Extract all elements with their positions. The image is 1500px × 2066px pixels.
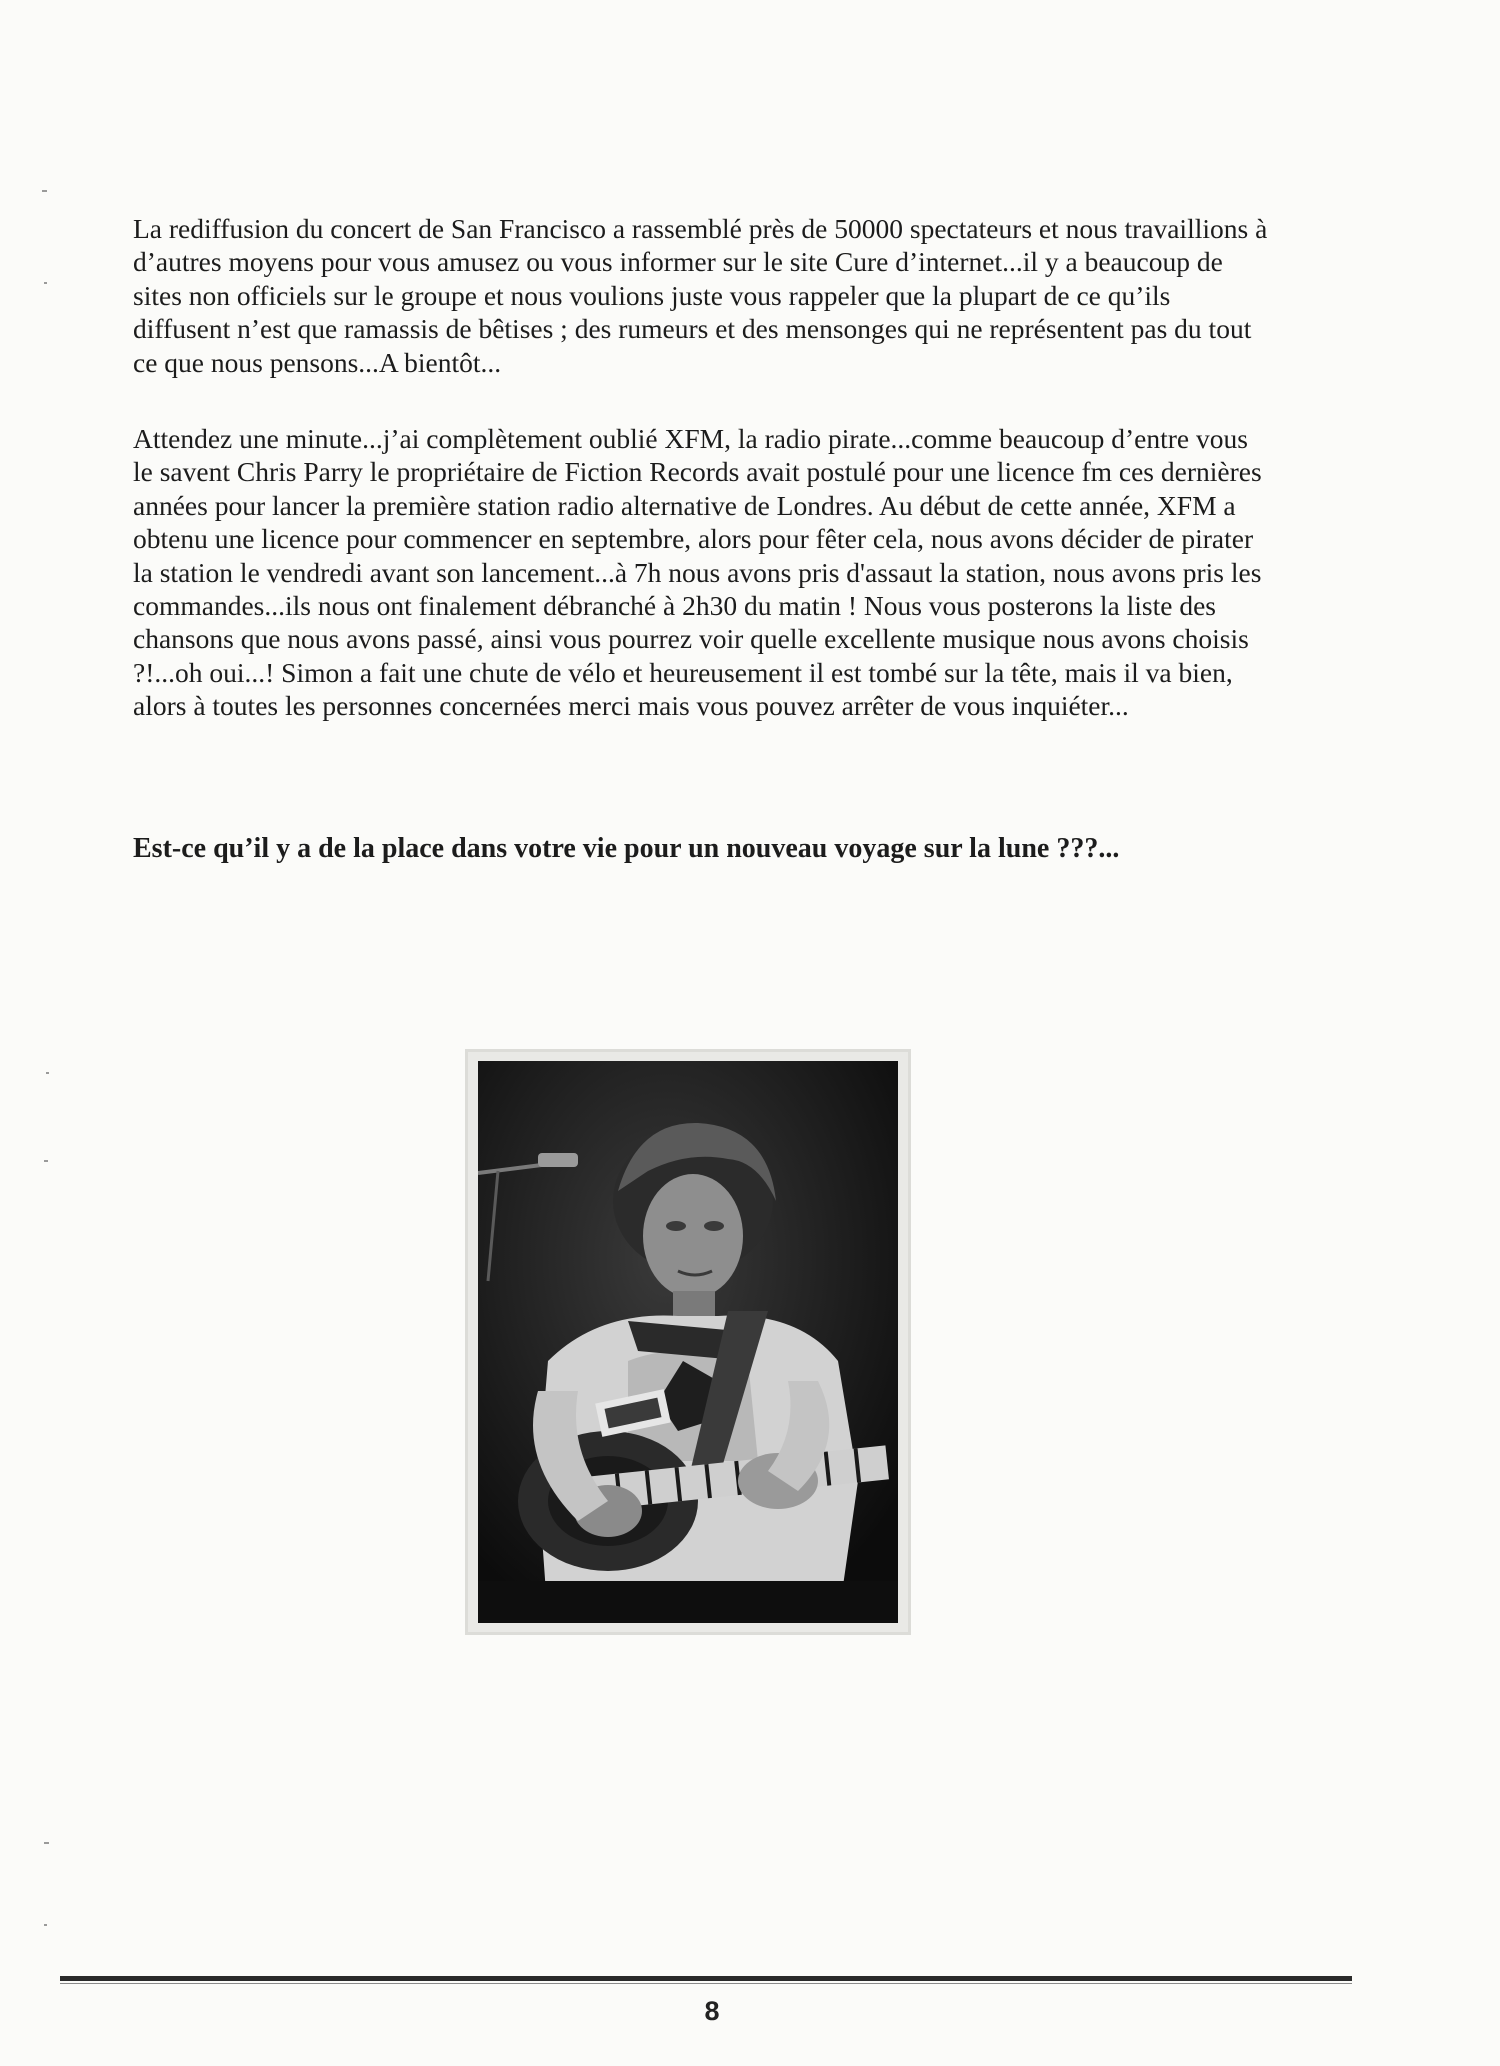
closing-question: Est-ce qu’il y a de la place dans votre vie pour un nouveau voyage sur la lune ???... [133, 833, 1120, 864]
scan-speck [42, 190, 47, 192]
scan-speck [44, 282, 47, 284]
guitarist-illustration [478, 1061, 898, 1623]
guitarist-photo [478, 1061, 898, 1623]
footer-rule-thin [60, 1983, 1352, 1984]
footer-rule [60, 1976, 1352, 1981]
photo-frame [468, 1052, 908, 1632]
scan-speck [44, 1924, 47, 1926]
scan-speck [46, 1072, 49, 1074]
scan-speck [44, 1160, 48, 1162]
page-number: 8 [704, 1996, 720, 2026]
paragraph-xfm: Attendez une minute...j’ai complètement oublié XFM, la radio pirate...comme beaucoup d’entre vous le savent Chris Parry le propriétaire de Fiction Records avait postulé pour une licence fm ces dernières années pour lancer la première station radio alternative de Londres. Au début de cette année, XFM a obtenu une licence pour commencer en septembre, alors pour fêter cela, nous avons décider de pirater la station le vendredi avant son lancement...à 7h nous avons pris d'assaut la station, nous avons pris les commandes...ils nous ont finalement débranché à 2h30 du matin ! Nous vous posterons la liste des chansons que nous avons passé, ainsi vous pourrez voir quelle excellente musique nous avons choisis ?!...oh oui...! Simon a fait une chute de vélo et heureusement il est tombé sur la tête, mais il va bien, alors à toutes les personnes concernées merci mais vous pouvez arrêter de vous inquiéter... [133, 423, 1262, 722]
paragraph-san-francisco: La rediffusion du concert de San Francisco a rassemblé près de 50000 spectateurs et nous travaillions à d’autres moyens pour vous amusez ou vous informer sur le site Cure d’internet...il y a beaucoup de sites non officiels sur le groupe et nous voulions juste vous rappeler que la plupart de ce qu’ils diffusent n’est que ramassis de bêtises ; des rumeurs et des mensonges qui ne représentent pas du tout ce que nous pensons...A bientôt... [133, 213, 1268, 378]
scan-speck [44, 1842, 49, 1844]
